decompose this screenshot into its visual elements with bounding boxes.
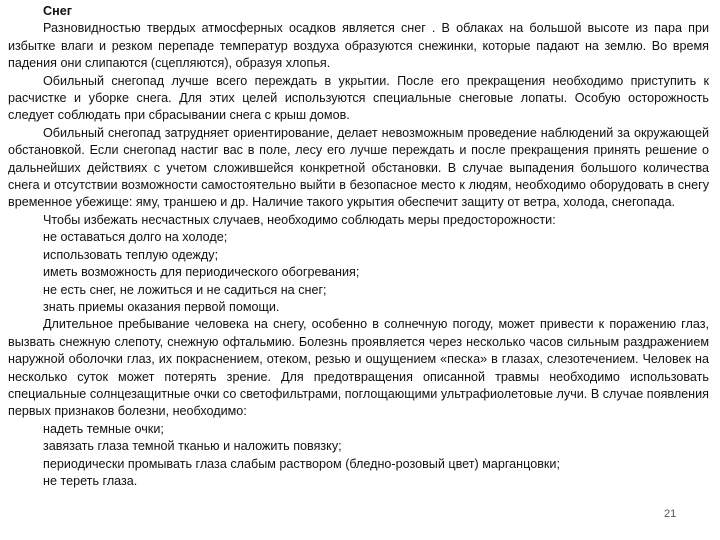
list-item: не тереть глаза. (43, 473, 138, 488)
paragraph: Длительное пребывание человека на снегу, особенно в солнечную погоду, может привести к поражению глаз, вызвать снежную слепоту, снежную офтальмию. Болезнь проявляется через несколько часов сильным раздражением наружной оболочки глаз, их покраснением, отеком, резью и ощущением «песка» в глазах, слезотечением. Человек на несколько суток может потерять зрение. Для предотвращения описанной травмы необходимо использовать специальные солнцезащитные очки со светофильтрами, поглощающими ультрафиолетовые лучи. В случае появления первых признаков болезни, необходимо: (8, 317, 709, 419)
document-page (8, 3, 709, 490)
precautions-list (8, 229, 709, 316)
list-item: знать приемы оказания первой помощи. (43, 299, 280, 314)
list-item: завязать глаза темной тканью и наложить повязку; (43, 439, 342, 454)
list-item: периодически промывать глаза слабым раствором (бледно-розовый цвет) марганцовки; (43, 456, 560, 471)
first-aid-list (8, 421, 709, 491)
list-item: использовать теплую одежду; (43, 247, 219, 262)
list-item: иметь возможность для периодического обогревания; (43, 265, 360, 280)
paragraph: Чтобы избежать несчастных случаев, необходимо соблюдать меры предосторожности: (43, 212, 556, 227)
paragraph: Обильный снегопад затрудняет ориентирование, делает невозможным проведение наблюдений за окружающей обстановкой. Если снегопад настиг вас в поле, лесу его лучше переждать и после прекращения принять решение о дальнейших действиях с учетом сложившейся конкретной обстановки. В случае выпадения большого количества снега и отсутствии возможности самостоятельно выйти в безопасное место к людям, необходимо оборудовать в снегу временное убежище: яму, траншею и др. Наличие такого укрытия обеспечит защиту от ветра, холода, снегопада. (8, 125, 709, 210)
page-number: 21 (664, 508, 677, 520)
paragraph: Разновидностью твердых атмосферных осадков является снег . В облаках на большой высоте из пара при избытке влаги и резком перепаде температур воздуха образуются снежинки, которые падают на землю. Во время падения они слипаются (сцепляются), образуя хлопья. (8, 21, 709, 71)
list-item: надеть темные очки; (43, 421, 164, 436)
list-item: не оставаться долго на холоде; (43, 230, 228, 245)
document-title: Снег (43, 4, 72, 18)
paragraph: Обильный снегопад лучше всего переждать в укрытии. После его прекращения необходимо приступить к расчистке и уборке снега. Для этих целей используются специальные снеговые лопаты. Особую осторожность следует соблюдать при сбрасывании снега с крыш домов. (8, 73, 709, 123)
list-item: не есть снег, не ложиться и не садиться на снег; (43, 282, 327, 297)
